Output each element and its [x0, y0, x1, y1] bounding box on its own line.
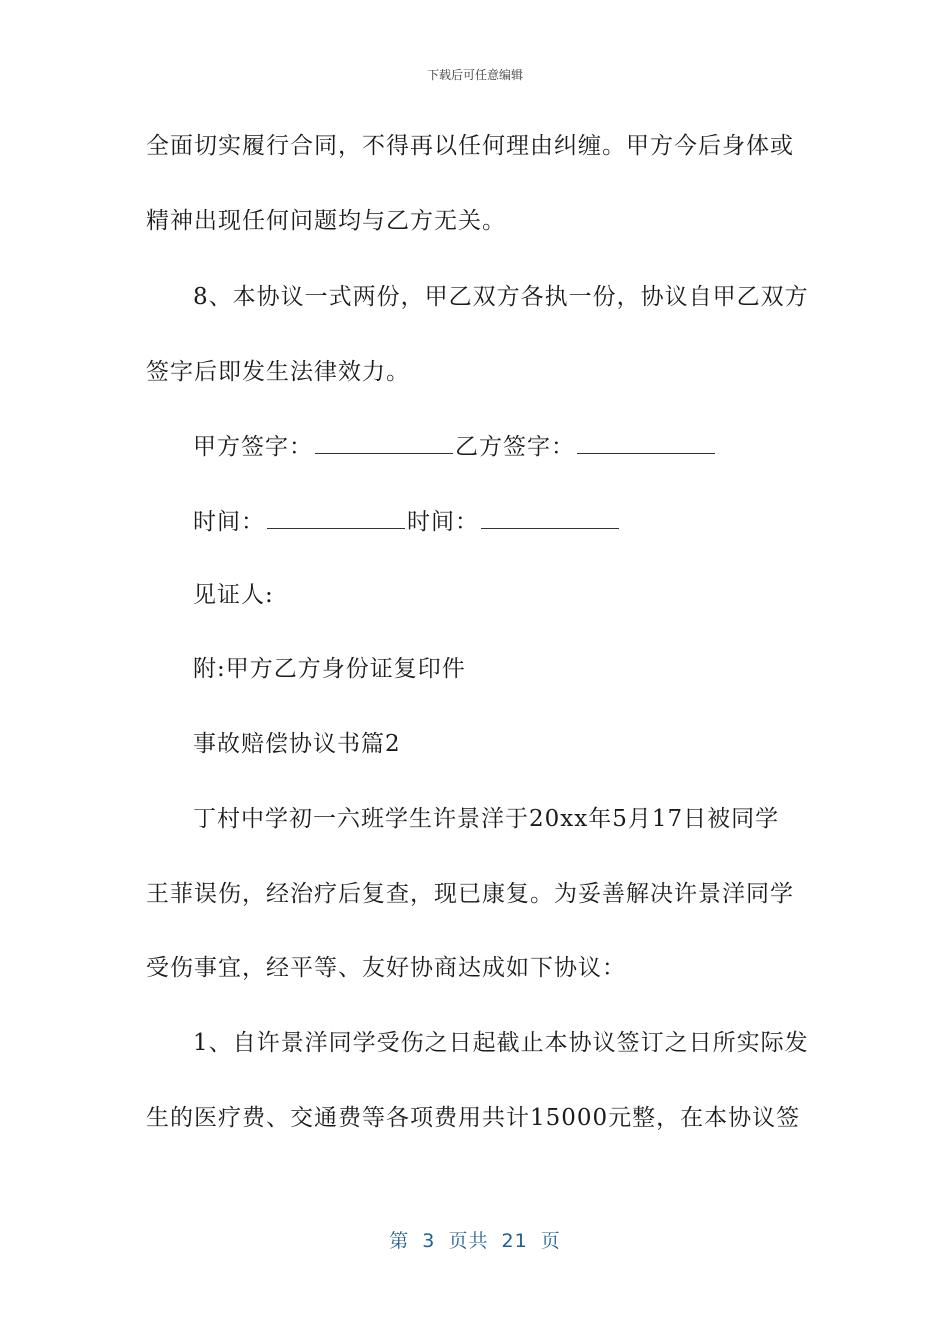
clause-1-line: 1、自许景洋同学受伤之日起截止本协议签订之日所实际发: [193, 1030, 809, 1056]
paragraph-line: 生的医疗费、交通费等各项费用共计15000元整，在本协议签: [146, 1105, 801, 1131]
footer-suffix: 页: [540, 1230, 561, 1252]
total-page-number: 21: [501, 1230, 528, 1252]
witness-line: 见证人:: [193, 582, 274, 608]
attachment-line: 附:甲方乙方身份证复印件: [193, 656, 466, 682]
party-b-time-blank: [481, 506, 619, 529]
paragraph-line: 受伤事宜，经平等、友好协商达成如下协议：: [146, 955, 626, 981]
body-line: 精神出现任何问题均与乙方无关。: [146, 208, 506, 234]
paragraph-line: 王菲误伤，经治疗后复查，现已康复。为妥善解决许景洋同学: [146, 881, 794, 907]
header-note: 下载后可任意编辑: [426, 68, 523, 82]
footer-prefix: 第: [389, 1230, 410, 1252]
page-footer: [0, 1226, 950, 1253]
current-page-number: 3: [422, 1230, 436, 1252]
section-title: 事故赔偿协议书篇2: [193, 731, 401, 757]
party-a-time-label: 时间：: [193, 509, 265, 535]
paragraph-line: 丁村中学初一六班学生许景洋于20xx年5月17日被同学: [193, 806, 780, 832]
clause-8-line: 8、本协议一式两份，甲乙双方各执一份，协议自甲乙双方: [193, 284, 809, 310]
party-a-signature-label: 甲方签字：: [193, 434, 313, 460]
party-a-signature-blank: [315, 431, 453, 454]
footer-middle: 页共: [448, 1230, 489, 1252]
party-b-signature-label: 乙方签字：: [455, 434, 575, 460]
party-b-time-label: 时间：: [407, 509, 479, 535]
date-row: [193, 506, 621, 537]
signature-row: [193, 431, 717, 462]
body-line: 签字后即发生法律效力。: [146, 359, 410, 385]
party-a-time-blank: [267, 506, 405, 529]
body-line: 全面切实履行合同，不得再以任何理由纠缠。甲方今后身体或: [146, 133, 794, 159]
party-b-signature-blank: [577, 431, 715, 454]
